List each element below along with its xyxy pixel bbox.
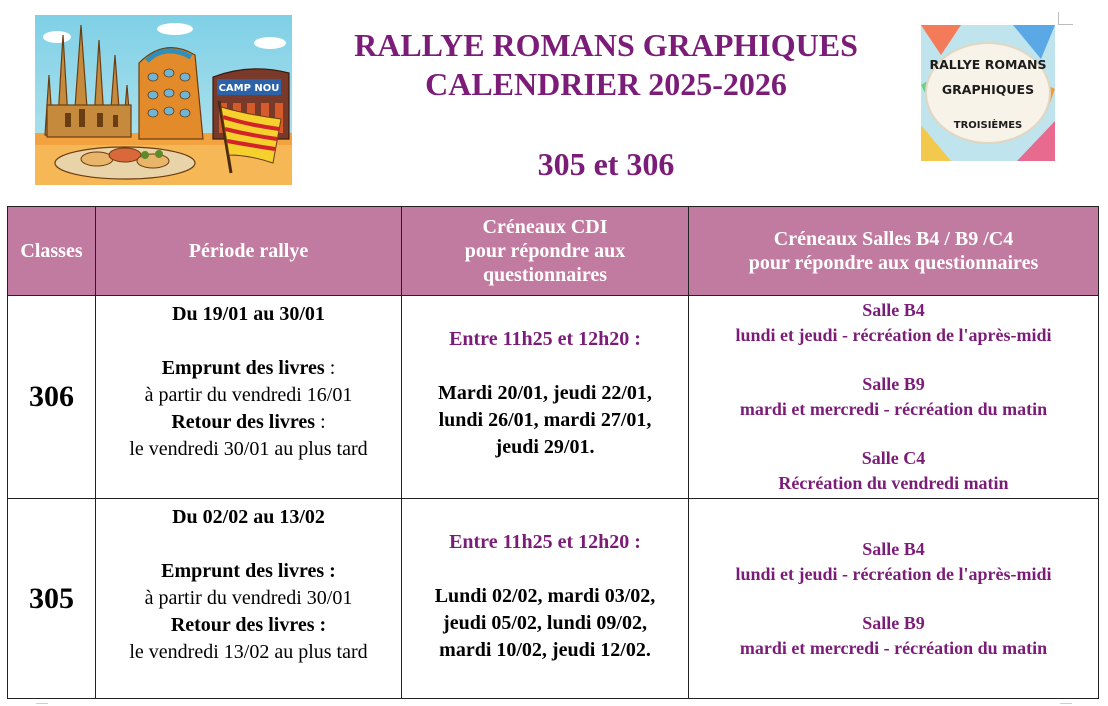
row-class: 305 (8, 499, 96, 699)
header-salles-line-1: Créneaux Salles B4 / B9 /C4 (773, 228, 1014, 250)
salle-detail: lundi et jeudi - récréation de l'après-midi (735, 563, 1052, 584)
title-line-2: CALENDRIER 2025-2026 (425, 66, 787, 102)
retour-label: Retour des livres (171, 411, 316, 433)
barcelona-illustration (35, 15, 292, 185)
svg-text:GRAPHIQUES: GRAPHIQUES (941, 82, 1035, 97)
salle-name: Salle B4 (862, 300, 925, 320)
salle-name: Salle B9 (862, 374, 925, 394)
table-row (8, 499, 1099, 699)
header-cdi-line-3: questionnaires (482, 264, 608, 286)
page-subtitle: 305 et 306 (537, 146, 675, 182)
retour-line (96, 612, 401, 639)
salle-name: Salle B9 (862, 612, 925, 633)
cdi-days-line-2: lundi 26/01, mardi 27/01, (438, 409, 652, 431)
emprunt-line (96, 558, 401, 585)
svg-text:TROISIÈMES: TROISIÈMES (953, 120, 1023, 131)
rallye-badge-image (921, 25, 1055, 161)
salle-detail: Récréation du vendredi matin (778, 473, 1009, 493)
emprunt-suffix: : (324, 357, 336, 379)
header-classes: Classes (8, 207, 96, 296)
cdi-days-line-1: Mardi 20/01, jeudi 22/01, (438, 382, 652, 404)
cdi-days-line-3: jeudi 29/01. (495, 436, 595, 458)
salle-detail: mardi et mercredi - récréation du matin (739, 399, 1048, 419)
salle-detail: mardi et mercredi - récréation du matin (739, 637, 1048, 658)
cdi-days-line-1: Lundi 02/02, mardi 03/02, (434, 585, 656, 607)
emprunt-label: Emprunt des livres (161, 357, 325, 379)
header-salles (689, 207, 1099, 296)
emprunt-line (96, 355, 401, 382)
cdi-days-line-3: mardi 10/02, jeudi 12/02. (439, 639, 651, 661)
calendar-table (7, 206, 1099, 699)
row-salles (689, 296, 1099, 499)
header-cdi (402, 207, 689, 296)
header-cdi-line-1: Créneaux CDI (482, 216, 608, 238)
title-line-1: RALLYE ROMANS GRAPHIQUES (354, 27, 858, 63)
header-cdi-line-2: pour répondre aux (464, 240, 626, 262)
row-class: 306 (8, 296, 96, 499)
salle-detail: lundi et jeudi - récréation de l'après-midi (735, 325, 1052, 345)
row-period (96, 499, 402, 699)
cdi-days-line-2: jeudi 05/02, lundi 09/02, (443, 612, 647, 634)
emprunt-value: à partir du vendredi 30/01 (144, 587, 353, 609)
cdi-hours: Entre 11h25 et 12h20 : (449, 328, 641, 350)
emprunt-label: Emprunt des livres : (161, 560, 336, 582)
svg-text:CAMP NOU: CAMP NOU (218, 83, 280, 94)
retour-suffix: : (315, 411, 326, 433)
retour-value: le vendredi 30/01 au plus tard (129, 438, 368, 460)
salle-name: Salle C4 (861, 448, 926, 468)
row-salles (689, 499, 1099, 699)
svg-text:RALLYE ROMANS: RALLYE ROMANS (929, 57, 1047, 72)
period-dates: Du 19/01 au 30/01 (172, 303, 325, 325)
table-row (8, 296, 1099, 499)
row-cdi (402, 499, 689, 699)
retour-value: le vendredi 13/02 au plus tard (129, 641, 368, 663)
header-periode: Période rallye (96, 207, 402, 296)
corner-mark (1058, 12, 1073, 25)
salle-name: Salle B4 (862, 538, 925, 559)
cdi-hours: Entre 11h25 et 12h20 : (449, 531, 641, 553)
page-title (300, 26, 912, 104)
row-cdi (402, 296, 689, 499)
row-period (96, 296, 402, 499)
retour-label: Retour des livres : (170, 614, 327, 636)
retour-line (96, 409, 401, 436)
table-header-row (8, 207, 1099, 296)
period-dates: Du 02/02 au 13/02 (172, 506, 325, 528)
emprunt-value: à partir du vendredi 16/01 (144, 384, 353, 406)
header-salles-line-2: pour répondre aux questionnaires (748, 252, 1039, 274)
